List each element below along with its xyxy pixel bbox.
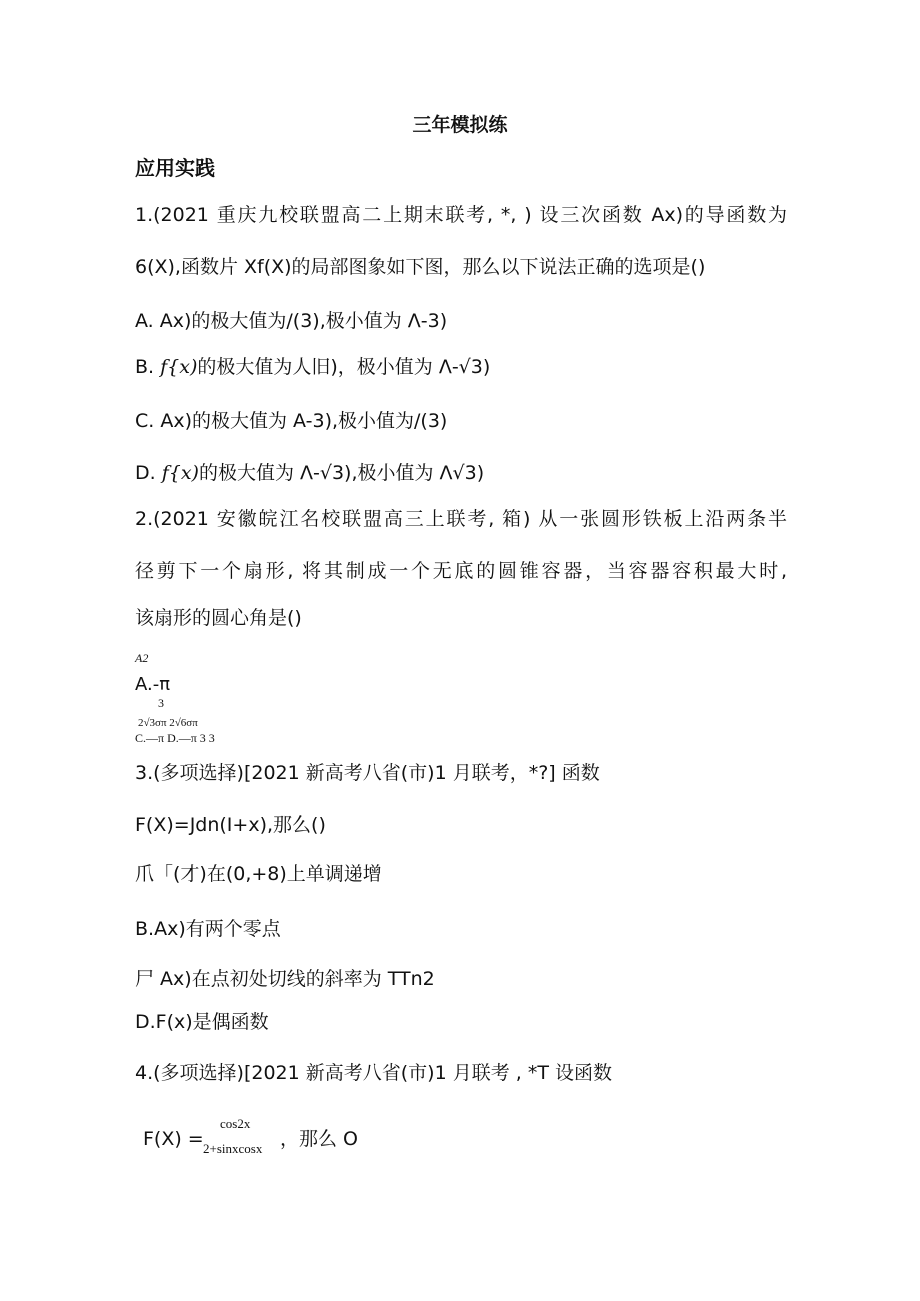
- q4-stem-line-1: 4.(多项选择)[2021 新高考八省(市)1 月联考 , *T 设函数: [135, 1062, 612, 1084]
- q2-stem-line-2: 径剪下一个扇形, 将其制成一个无底的圆锥容器，当容器容积最大时,: [135, 560, 787, 582]
- q3-option-a: 爪「(才)在(0,+8)上单调递增: [135, 863, 382, 885]
- q1-option-a: A. Ax)的极大值为/(3),极小值为 Λ-3): [135, 310, 448, 332]
- q2-stem-line-3: 该扇形的圆心角是(): [135, 607, 302, 629]
- q1-stem-line-1: 1.(2021 重庆九校联盟高二上期末联考, *, ) 设三次函数 Ax)的导函数为: [135, 204, 787, 226]
- section-heading: 应用实践: [135, 156, 215, 180]
- q1-option-d: [135, 464, 484, 483]
- q1-option-d-label: D.: [135, 462, 162, 484]
- q1-option-b: [135, 358, 490, 377]
- q2-stem-line-1: 2.(2021 安徽皖江名校联盟高三上联考, 箱) 从一张圆形铁板上沿两条半: [135, 508, 787, 530]
- q1-option-b-text: 的极大值为人旧)，极小值为 Λ-√3): [197, 356, 491, 378]
- q2-options-cd: C.—π D.—π 3 3: [135, 731, 215, 745]
- q4-stem-suffix: ，那么 O: [280, 1128, 358, 1150]
- q3-option-b: B.Ax)有两个零点: [135, 918, 281, 940]
- q1-stem-line-2: 6(X),函数片 Xf(X)的局部图象如下图，那么以下说法正确的选项是(): [135, 256, 706, 278]
- q1-option-b-function: f{x): [160, 356, 198, 378]
- q4-fraction-numerator: cos2x: [220, 1116, 251, 1131]
- q1-option-c: C. Ax)的极大值为 A-3),极小值为/(3): [135, 410, 448, 432]
- q2-option-a-superscript: A2: [135, 651, 149, 665]
- q3-option-c: 尸 Ax)在点初处切线的斜率为 TTn2: [135, 968, 435, 990]
- q3-stem-line-1: 3.(多项选择)[2021 新高考八省(市)1 月联考，*?] 函数: [135, 762, 600, 784]
- q2-options-cd-numerators: 2√3σπ 2√6σπ: [138, 717, 198, 729]
- q4-fraction-denominator: 2+sinxcosx: [203, 1141, 263, 1156]
- q3-stem-line-2: F(X)=Jdn(I+x),那么(): [135, 814, 326, 836]
- q4-function-prefix: F(X) =: [143, 1128, 204, 1150]
- q1-option-d-text: 的极大值为 Λ-√3),极小值为 Λ√3): [198, 462, 485, 484]
- q3-option-d: D.F(x)是偶函数: [135, 1011, 269, 1033]
- q1-option-b-label: B.: [135, 356, 161, 378]
- q1-option-d-function: f{x): [161, 462, 199, 484]
- q2-option-a-denominator: 3: [158, 696, 164, 710]
- q2-option-a: A.-π: [135, 674, 171, 695]
- page-title: 三年模拟练: [412, 114, 508, 136]
